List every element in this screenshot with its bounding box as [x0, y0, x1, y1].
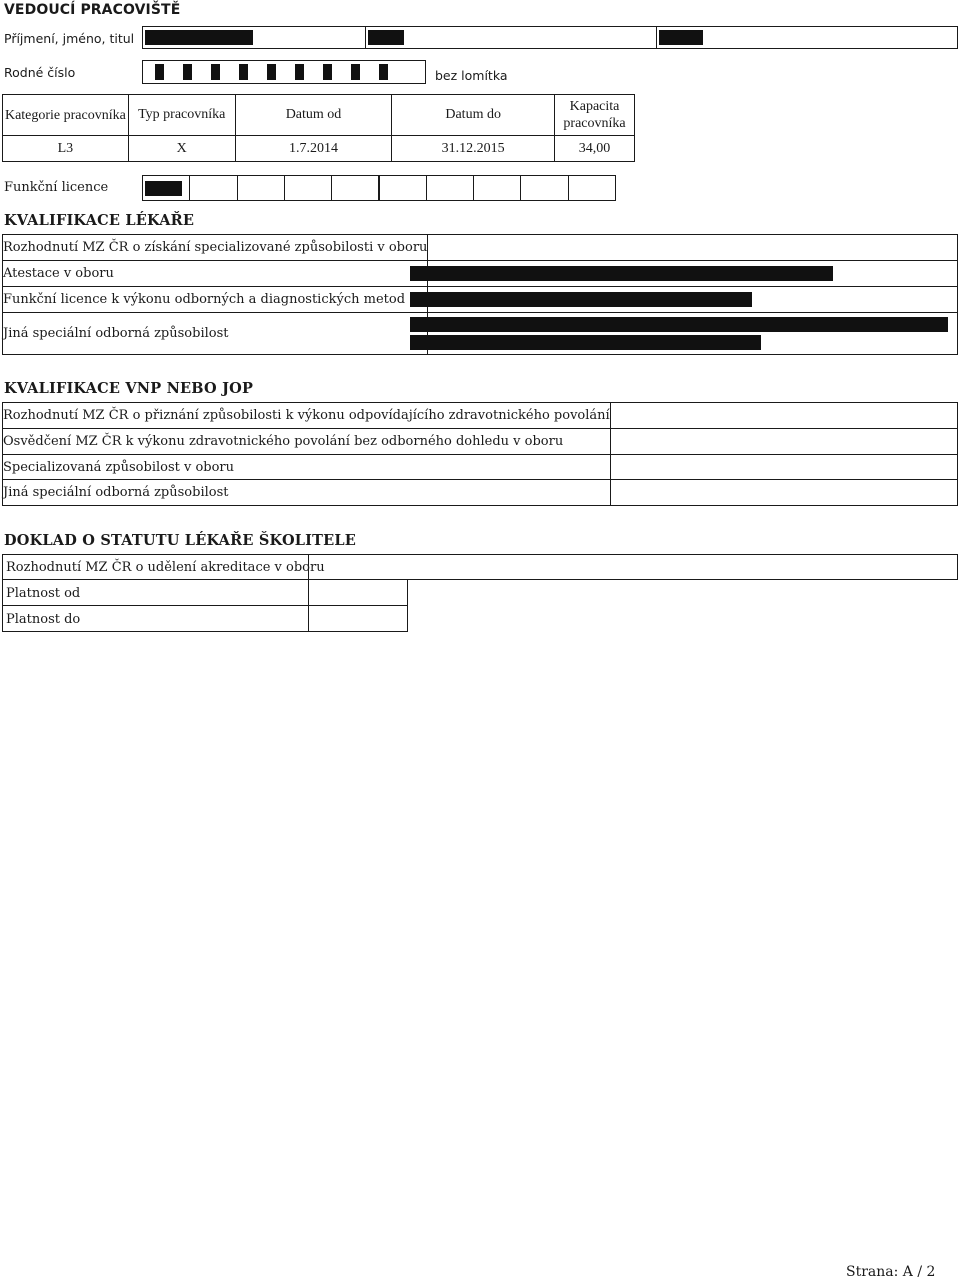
- rc-label: Rodné číslo: [4, 65, 76, 80]
- doklad-platnost-do-label: Platnost do: [6, 612, 81, 627]
- header-datum-od: Datum od: [235, 95, 392, 136]
- header-kategorie: Kategorie pracovníka: [3, 95, 129, 136]
- capacity-table: [2, 94, 635, 162]
- redacted-jina-1: [410, 317, 948, 332]
- redacted-rc-digit: [267, 64, 276, 80]
- kval-vnp-table: [2, 402, 958, 506]
- kval-vnp-row-label: Specializovaná způsobilost v oboru: [3, 455, 611, 480]
- cell-typ: X: [128, 136, 235, 162]
- section-title-vedouci: VEDOUCÍ PRACOVIŠTĚ: [4, 2, 181, 18]
- licence-box[interactable]: [473, 175, 521, 201]
- redacted-firstname: [368, 30, 404, 45]
- redacted-licence-digits: [145, 181, 182, 196]
- licence-box[interactable]: [568, 175, 616, 201]
- doklad-platnost-od-value[interactable]: [309, 581, 406, 604]
- cell-kapacita: 34,00: [555, 136, 635, 162]
- kval-lekare-value[interactable]: [428, 235, 958, 261]
- kval-lekare-row-label: Rozhodnutí MZ ČR o získání specializované způsobilosti v oboru: [3, 235, 428, 261]
- redacted-atestace: [410, 266, 833, 281]
- redacted-rc-digit: [183, 64, 192, 80]
- doklad-akreditace-value[interactable]: [309, 556, 956, 578]
- licence-box[interactable]: [520, 175, 568, 201]
- licence-label: Funkční licence: [4, 180, 109, 195]
- doklad-akreditace-label: Rozhodnutí MZ ČR o udělení akreditace v oboru: [6, 560, 325, 575]
- kval-vnp-row-label: Jiná speciální odborná způsobilost: [3, 480, 611, 506]
- section-title-kval-vnp: KVALIFIKACE VNP NEBO JOP: [4, 380, 254, 397]
- cell-datum-do: 31.12.2015: [392, 136, 555, 162]
- redacted-rc-digit: [323, 64, 332, 80]
- kval-vnp-row-label: Osvědčení MZ ČR k výkonu zdravotnického povolání bez odborného dohledu v oboru: [3, 429, 611, 455]
- redacted-title: [659, 30, 703, 45]
- licence-box[interactable]: [426, 175, 474, 201]
- doklad-platnost-do-value[interactable]: [309, 607, 406, 630]
- licence-box[interactable]: [284, 175, 332, 201]
- section-title-kval-lekare: KVALIFIKACE LÉKAŘE: [4, 212, 195, 229]
- redacted-rc-digit: [351, 64, 360, 80]
- section-title-doklad: DOKLAD O STATUTU LÉKAŘE ŠKOLITELE: [4, 532, 357, 549]
- licence-box[interactable]: [189, 175, 237, 201]
- rc-note: bez lomítka: [435, 68, 508, 83]
- redacted-rc-digit: [211, 64, 220, 80]
- kval-vnp-value[interactable]: [610, 455, 957, 480]
- header-kapacita: Kapacita pracovníka: [555, 95, 635, 136]
- name-label: Příjmení, jméno, titul: [4, 31, 135, 46]
- licence-box[interactable]: [237, 175, 285, 201]
- cell-kategorie: L3: [3, 136, 129, 162]
- cell-datum-od: 1.7.2014: [235, 136, 392, 162]
- redacted-rc-digit: [239, 64, 248, 80]
- kval-lekare-row-label: Jiná speciální odborná způsobilost: [3, 313, 428, 355]
- redacted-jina-2: [410, 335, 761, 350]
- redacted-rc-digit: [295, 64, 304, 80]
- kval-lekare-row-label: Funkční licence k výkonu odborných a diagnostických metod: [3, 287, 428, 313]
- kval-lekare-row-label: Atestace v oboru: [3, 261, 428, 287]
- header-datum-do: Datum do: [392, 95, 555, 136]
- redacted-rc-digit: [379, 64, 388, 80]
- doklad-platnost-od-label: Platnost od: [6, 586, 81, 601]
- name-field[interactable]: [142, 26, 958, 49]
- header-typ: Typ pracovníka: [128, 95, 235, 136]
- licence-box[interactable]: [331, 175, 379, 201]
- kval-vnp-row-label: Rozhodnutí MZ ČR o přiznání způsobilosti k výkonu odpovídajícího zdravotnického povolání: [3, 403, 611, 429]
- redacted-funkcni-licence: [410, 292, 752, 307]
- redacted-surname: [145, 30, 253, 45]
- kval-vnp-value[interactable]: [610, 480, 957, 506]
- page-number: Strana: A / 2: [846, 1264, 936, 1280]
- kval-vnp-value[interactable]: [610, 403, 957, 429]
- kval-vnp-value[interactable]: [610, 429, 957, 455]
- licence-box[interactable]: [379, 175, 427, 201]
- redacted-rc-digit: [155, 64, 164, 80]
